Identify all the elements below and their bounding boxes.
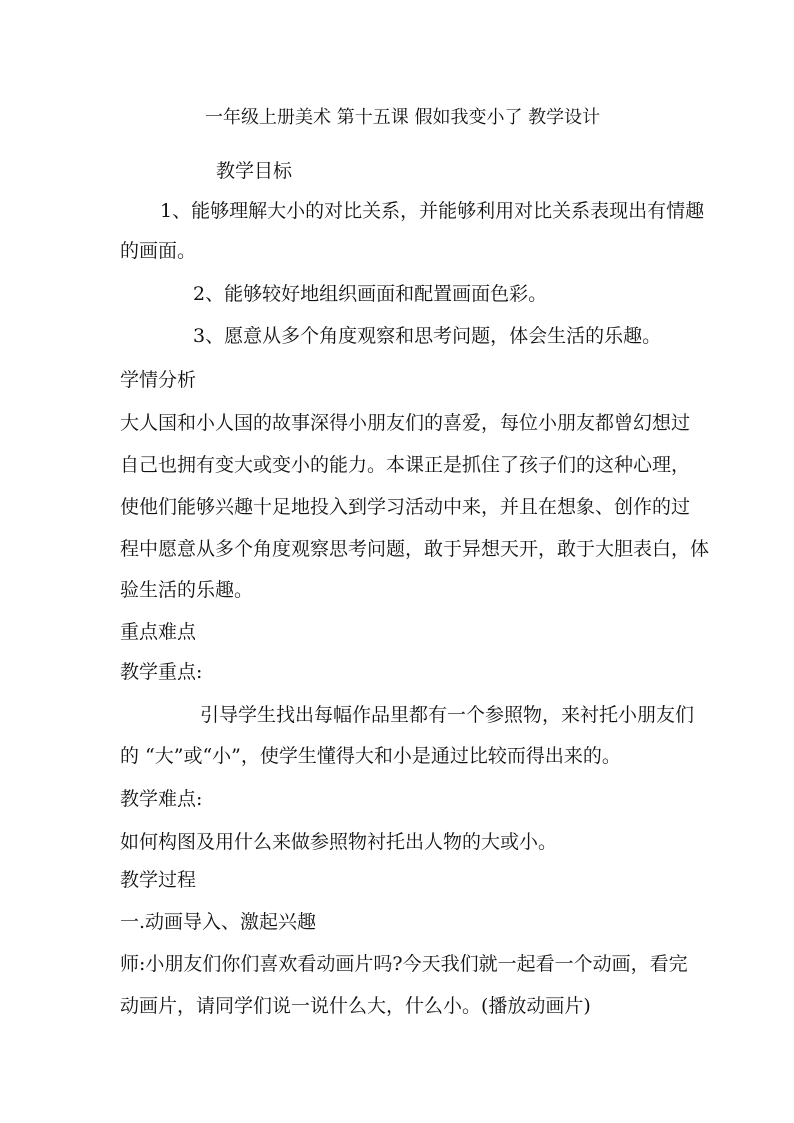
difficult-line: 如何构图及用什么来做参照物衬托出人物的大或小。 [120, 831, 558, 853]
objective-1-line2: 的画面。 [120, 240, 197, 262]
objective-3: 3、愿意从多个角度观察和思考问题，体会生活的乐趣。 [193, 325, 662, 347]
heading-process: 教学过程 [120, 869, 197, 891]
document-title: 一年级上册美术 第十五课 假如我变小了 教学设计 [205, 107, 601, 128]
heading-objectives: 教学目标 [216, 160, 293, 182]
objective-1-line1: 1、能够理解大小的对比关系，并能够利用对比关系表现出有情趣 [160, 200, 705, 222]
analysis-line: 大人国和小人国的故事深得小朋友们的喜爱，每位小朋友都曾幻想过 [120, 412, 691, 434]
heading-difficult: 教学难点: [120, 788, 203, 810]
section-1-heading: 一.动画导入、激起兴趣 [120, 911, 317, 933]
analysis-line: 程中愿意从多个角度观察思考问题，敢于异想天开，敢于大胆表白，体 [120, 538, 710, 560]
analysis-line: 使他们能够兴趣十足地投入到学习活动中来，并且在想象、创作的过 [120, 496, 691, 518]
key-line2: 的 “大”或“小”，使学生懂得大和小是通过比较而得出来的。 [120, 745, 621, 767]
analysis-line: 自己也拥有变大或变小的能力。本课正是抓住了孩子们的这种心理， [120, 454, 691, 476]
objective-2: 2、能够较好地组织画面和配置画面色彩。 [193, 283, 548, 305]
process-line1: 师:小朋友们你们喜欢看动画片吗?今天我们就一起看一个动画，看完 [120, 953, 688, 975]
key-line1: 引导学生找出每幅作品里都有一个参照物，来衬托小朋友们 [200, 704, 695, 726]
process-line2: 动画片，请同学们说一说什么大，什么小。(播放动画片) [120, 995, 591, 1017]
heading-key-difficult: 重点难点 [120, 621, 197, 643]
analysis-line: 验生活的乐趣。 [120, 579, 254, 601]
heading-analysis: 学情分析 [120, 369, 197, 391]
heading-key: 教学重点: [120, 661, 203, 683]
